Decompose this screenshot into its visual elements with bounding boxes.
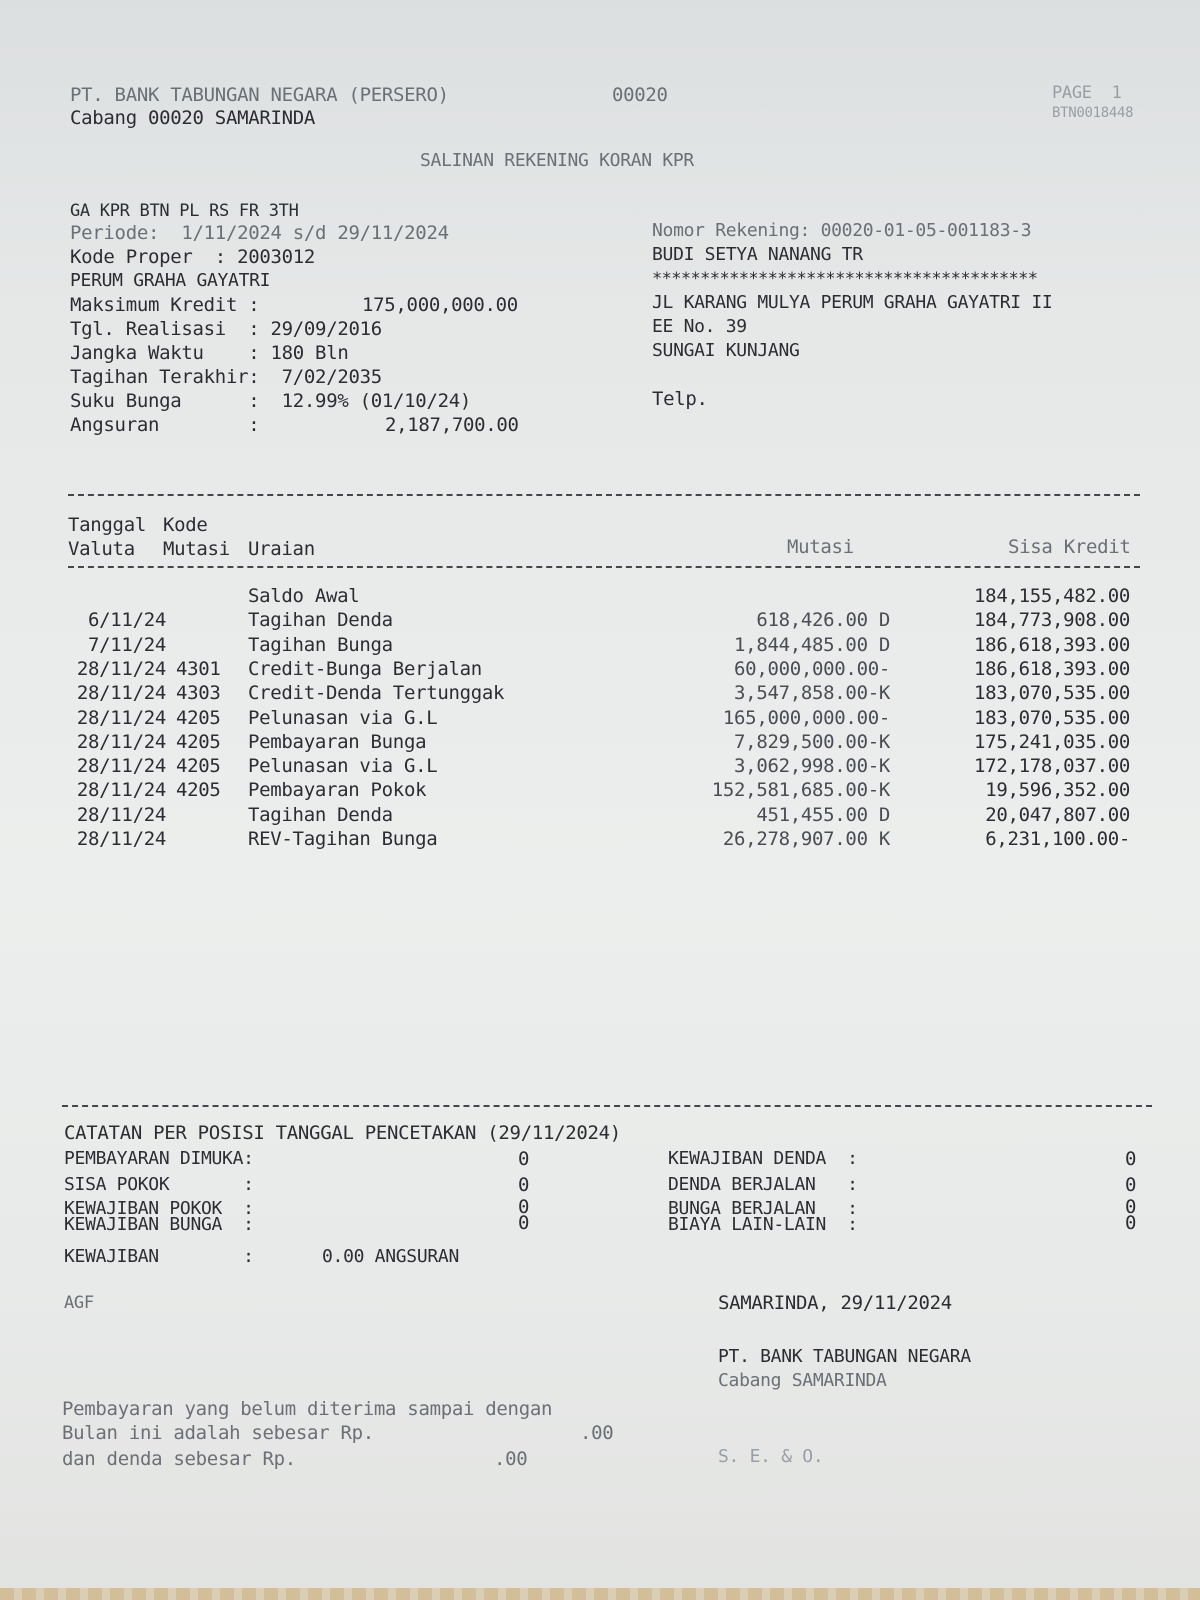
cell-sisa-kredit: 175,241,035.00 (974, 730, 1130, 753)
note-label: PEMBAYARAN DIMUKA: (64, 1148, 254, 1169)
cell-date: 28/11/24 (76, 730, 166, 753)
cell-description: Pelunasan via G.L (248, 706, 438, 729)
table-row (0, 778, 1200, 802)
telp: Telp. (652, 388, 708, 410)
cell-mutasi: 618,426.00 D (756, 609, 890, 632)
table-row (0, 827, 1200, 851)
cell-sisa-kredit: 186,618,393.00 (974, 633, 1130, 656)
cell-sisa-kredit: 184,155,482.00 (974, 585, 1130, 607)
cell-mutasi: 3,062,998.00-K (734, 755, 890, 778)
cell-code: 4205 (176, 779, 221, 802)
note-value: 0 (518, 1212, 530, 1234)
maks-kredit-label: Maksimum Kredit : (70, 294, 260, 316)
cell-date: 28/11/24 (76, 706, 166, 729)
col-header-mutasi: Mutasi (787, 536, 854, 558)
cell-description: Pembayaran Bunga (248, 730, 427, 753)
cell-code: 4205 (176, 755, 221, 778)
table-row (0, 706, 1200, 730)
col-header-mutasi-code: Mutasi (163, 538, 230, 560)
kode-proper: Kode Proper : 2003012 (70, 246, 316, 268)
branch-name: Cabang 00020 SAMARINDA (70, 107, 316, 129)
cell-date: 28/11/24 (76, 828, 166, 850)
table-row (0, 681, 1200, 705)
divider (68, 566, 1140, 568)
tgl-realisasi: Tgl. Realisasi : 29/09/2016 (70, 318, 382, 340)
cell-date: 28/11/24 (76, 803, 166, 826)
page-number: PAGE 1 (1052, 83, 1122, 103)
nomor-rekening: Nomor Rekening: 00020-01-05-001183-3 (652, 220, 1032, 241)
note-value: 0 (518, 1196, 530, 1218)
tagihan-terakhir: Tagihan Terakhir: 7/02/2035 (70, 366, 382, 388)
cell-description: Pelunasan via G.L (248, 755, 438, 778)
account-holder: BUDI SETYA NANANG TR (652, 244, 863, 265)
note-value: 0 (518, 1148, 530, 1170)
payment-note-line-2: Bulan ini adalah sebesar Rp. (62, 1422, 374, 1444)
cell-code: 4205 (176, 706, 221, 729)
maks-kredit-value: 175,000,000.00 (362, 294, 518, 316)
col-header-kode: Kode (163, 514, 208, 536)
print-city-date: SAMARINDA, 29/11/2024 (718, 1292, 952, 1314)
note-value: 0 (1125, 1174, 1137, 1196)
table-row (0, 584, 1200, 608)
cell-mutasi: 1,844,485.00 D (734, 633, 890, 656)
col-header-tanggal: Tanggal (68, 514, 146, 536)
cell-sisa-kredit: 6,231,100.00- (985, 828, 1130, 850)
table-row (0, 730, 1200, 754)
errors-omissions-note: S. E. & O. (718, 1446, 824, 1467)
cell-date: 7/11/24 (88, 633, 166, 656)
product-name: GA KPR BTN PL RS FR 3TH (70, 201, 299, 221)
cell-description: REV-Tagihan Bunga (248, 828, 438, 850)
table-row (0, 803, 1200, 827)
cell-date: 28/11/24 (76, 755, 166, 778)
cell-code: 4301 (176, 657, 221, 680)
address-line-2: EE No. 39 (652, 316, 747, 337)
cell-sisa-kredit: 183,070,535.00 (974, 706, 1130, 729)
cell-code: 4303 (176, 682, 221, 705)
paper-edge (0, 1588, 1200, 1600)
note-label: DENDA BERJALAN : (668, 1174, 858, 1195)
periode: Periode: 1/11/2024 s/d 29/11/2024 (70, 222, 449, 244)
cell-mutasi: 3,547,858.00-K (734, 682, 890, 705)
cell-code: 4205 (176, 730, 221, 753)
cell-sisa-kredit: 20,047,807.00 (985, 803, 1130, 826)
cell-mutasi: 152,581,685.00-K (711, 779, 890, 802)
cell-description: Tagihan Bunga (248, 633, 393, 656)
page-title: SALINAN REKENING KORAN KPR (420, 150, 694, 171)
kewajiban-label: KEWAJIBAN : (64, 1246, 254, 1267)
footer-bank-name: PT. BANK TABUNGAN NEGARA (718, 1346, 971, 1367)
footer-branch: Cabang SAMARINDA (718, 1370, 887, 1391)
note-label: KEWAJIBAN BUNGA : (64, 1214, 254, 1235)
address-line-3: SUNGAI KUNJANG (652, 340, 800, 361)
cell-mutasi: 26,278,907.00 K (722, 828, 890, 850)
note-value: 0 (518, 1174, 530, 1196)
cell-sisa-kredit: 183,070,535.00 (974, 682, 1130, 705)
separator-stars: **************************************** (652, 269, 1038, 289)
suku-bunga: Suku Bunga : 12.99% (01/10/24) (70, 390, 472, 412)
col-header-uraian: Uraian (248, 538, 315, 560)
agf-code: AGF (64, 1293, 94, 1313)
cell-description: Pembayaran Pokok (248, 779, 427, 802)
cell-sisa-kredit: 186,618,393.00 (974, 657, 1130, 680)
bank-name: PT. BANK TABUNGAN NEGARA (PERSERO) (70, 84, 449, 106)
cell-mutasi: 165,000,000.00- (722, 706, 890, 729)
cell-mutasi: 7,829,500.00-K (734, 730, 890, 753)
cell-sisa-kredit: 172,178,037.00 (974, 755, 1130, 778)
cell-sisa-kredit: 184,773,908.00 (974, 609, 1130, 632)
cell-description: Credit-Bunga Berjalan (248, 657, 482, 680)
table-row (0, 754, 1200, 778)
note-value: 0 (1125, 1148, 1137, 1170)
table-row (0, 657, 1200, 681)
branch-code: 00020 (612, 84, 668, 106)
notes-title: CATATAN PER POSISI TANGGAL PENCETAKAN (29/11/2024) (64, 1122, 621, 1144)
cell-mutasi: 60,000,000.00- (734, 657, 890, 680)
form-code: BTN0018448 (1052, 105, 1134, 121)
cell-date: 28/11/24 (76, 682, 166, 705)
note-label: SISA POKOK : (64, 1174, 254, 1195)
cell-description: Credit-Denda Tertunggak (248, 682, 505, 705)
note-label: KEWAJIBAN DENDA : (668, 1148, 858, 1169)
table-row (0, 633, 1200, 657)
denda-note-amount: .00 (494, 1448, 528, 1470)
cell-description: Tagihan Denda (248, 803, 393, 826)
divider (68, 494, 1140, 496)
cell-date: 28/11/24 (76, 657, 166, 680)
col-header-valuta: Valuta (68, 538, 135, 560)
cell-description: Saldo Awal (248, 585, 360, 607)
cell-date: 28/11/24 (76, 779, 166, 802)
jangka-waktu: Jangka Waktu : 180 Bln (70, 342, 349, 364)
note-label: BIAYA LAIN-LAIN : (668, 1214, 858, 1235)
payment-note-line-3: dan denda sebesar Rp. (62, 1448, 296, 1470)
table-row (0, 608, 1200, 632)
cell-date: 6/11/24 (88, 609, 166, 632)
note-value: 0 (1125, 1196, 1137, 1218)
cell-mutasi: 451,455.00 D (756, 803, 890, 826)
note-value: 0 (1125, 1212, 1137, 1234)
angsuran-label: Angsuran : (70, 414, 260, 436)
cell-sisa-kredit: 19,596,352.00 (985, 779, 1130, 802)
address-line-1: JL KARANG MULYA PERUM GRAHA GAYATRI II (652, 292, 1053, 313)
note-label: KEWAJIBAN POKOK : (64, 1198, 254, 1219)
perumahan: PERUM GRAHA GAYATRI (70, 270, 271, 291)
col-header-sisa-kredit: Sisa Kredit (1008, 536, 1131, 558)
payment-note-line-1: Pembayaran yang belum diterima sampai dengan (62, 1398, 553, 1420)
cell-description: Tagihan Denda (248, 609, 393, 632)
angsuran-value: 2,187,700.00 (385, 414, 519, 436)
divider (62, 1105, 1152, 1107)
payment-note-amount: .00 (580, 1422, 614, 1444)
note-label: BUNGA BERJALAN : (668, 1198, 858, 1219)
kewajiban-value: 0.00 ANGSURAN (322, 1246, 459, 1267)
